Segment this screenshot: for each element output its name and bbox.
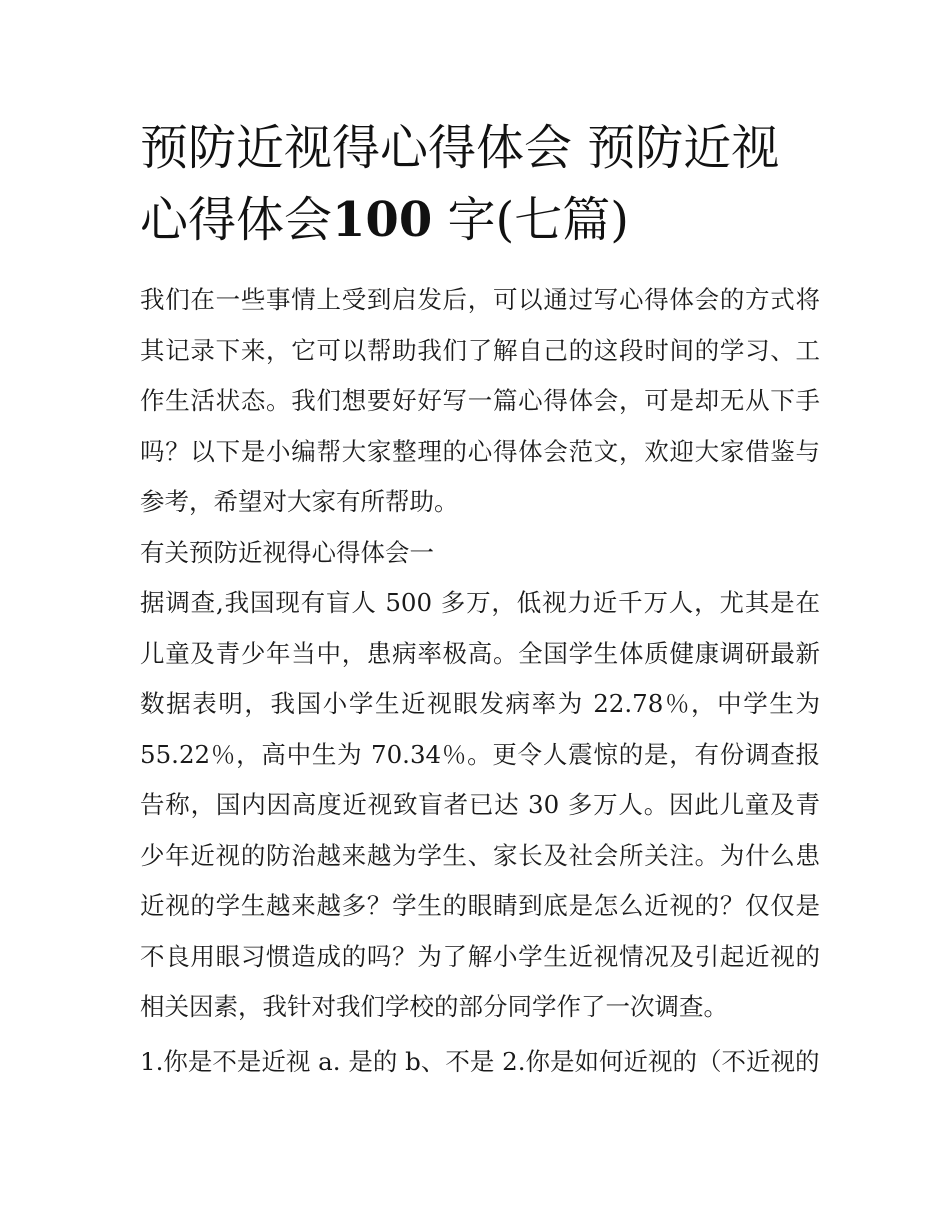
title-text: 预防近视得心得体会 预防近视心得体会: [140, 120, 780, 248]
title-suffix: 字(七篇): [432, 192, 629, 248]
section-heading-block: [140, 528, 820, 579]
intro-paragraph-block: [140, 275, 820, 528]
intro-paragraph: 我们在一些事情上受到启发后，可以通过写心得体会的方式将其记录下来，它可以帮助我们了解自己的这段时间的学习、工作生活状态。我们想要好好写一篇心得体会，可是却无从下手吗？以下是小编帮大家整理的心得体会范文，欢迎大家借鉴与参考，希望对大家有所帮助。: [140, 285, 820, 516]
survey-paragraph: 据调查,我国现有盲人 500 多万，低视力近千万人，尤其是在儿童及青少年当中，患病率极高。全国学生体质健康调研最新数据表明，我国小学生近视眼发病率为 22.78％，中学生为 55.22％，高中生为 70.34％。更令人震惊的是，有份调查报告称，国内因高度近视致盲者已达 30 多万人。因此儿童及青少年近视的防治越来越为学生、家长及社会所关注。为什么患近视的学生越来越多？学生的眼睛到底是怎么近视的？仅仅是不良用眼习惯造成的吗？为了解小学生近视情况及引起近视的相关因素，我针对我们学校的部分同学作了一次调查。: [140, 588, 820, 1021]
title-number: 100: [332, 192, 433, 248]
question-paragraph-block: [140, 1037, 820, 1088]
section-heading: 有关预防近视得心得体会一: [140, 538, 434, 567]
document-title: [140, 112, 820, 256]
question-paragraph: 1.你是不是近视 a. 是的 b、不是 2.你是如何近视的（不近视的: [140, 1047, 820, 1076]
survey-paragraph-block: [140, 578, 820, 1033]
